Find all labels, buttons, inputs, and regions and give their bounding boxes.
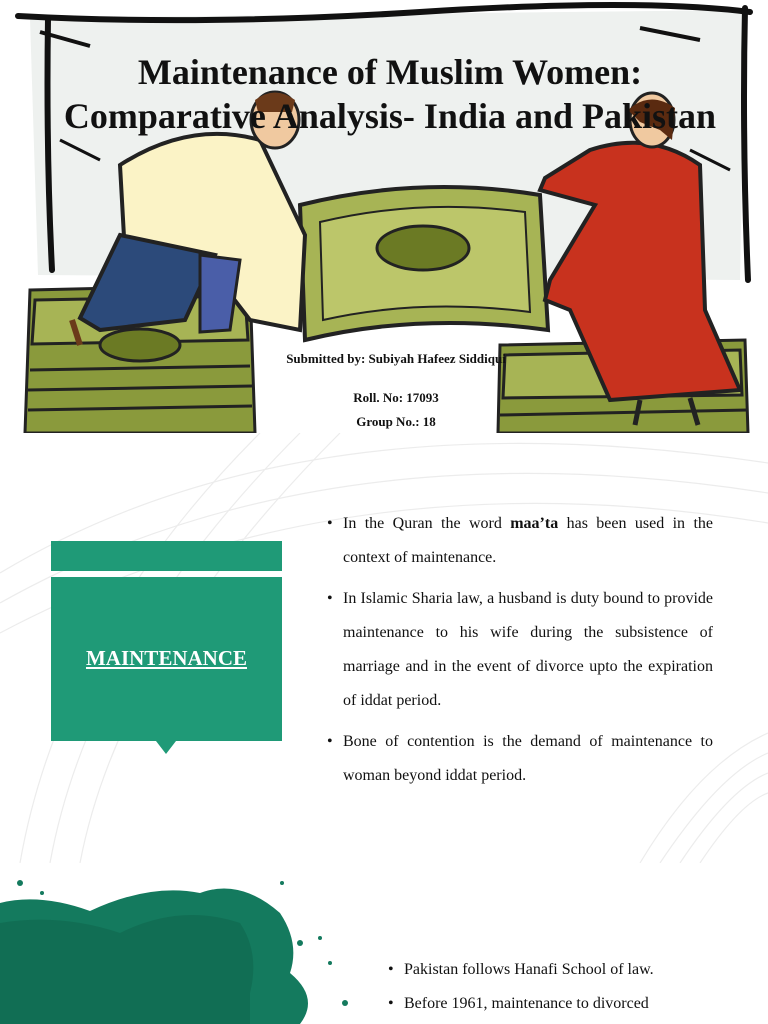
bullet-text: has been used in the context of maintenance. xyxy=(343,515,713,566)
bullet-text: In the Quran the word xyxy=(343,515,511,532)
title-slide xyxy=(0,0,768,433)
bullet-hanafi-school: • Pakistan follows Hanafi School of law. xyxy=(388,953,713,987)
bullet-bold-term: maa’ta xyxy=(510,515,559,532)
heading-box-pointer xyxy=(156,741,176,754)
bullet-sharia-law: • In Islamic Sharia law, a husband is duty bound to provide maintenance to his wife during the subsistence of marriage and in the event of divorce upto the expiration of iddat period. xyxy=(327,582,713,718)
bullet-quran-word xyxy=(327,507,713,575)
bullet-bone-of-contention: • Bone of contention is the demand of maintenance to woman beyond iddat period. xyxy=(327,725,713,793)
maintenance-bullet-list xyxy=(327,507,713,800)
pakistan-bullet-list xyxy=(388,953,713,1021)
group-number-text: Group No.: 18 xyxy=(356,414,436,429)
submitted-by-text: Submitted by: Subiyah Hafeez Siddiqui xyxy=(286,351,506,366)
pakistan-slide xyxy=(0,863,768,1024)
presentation-title: Maintenance of Muslim Women: Comparative Analysis- India and Pakistan xyxy=(63,52,717,136)
bullet-before-1961: • Before 1961, maintenance to divorced xyxy=(388,987,713,1021)
roll-number-text: Roll. No: 17093 xyxy=(353,390,439,405)
section-heading: MAINTENANCE xyxy=(85,646,247,670)
heading-accent-bar xyxy=(51,541,282,571)
maintenance-slide xyxy=(0,433,768,863)
